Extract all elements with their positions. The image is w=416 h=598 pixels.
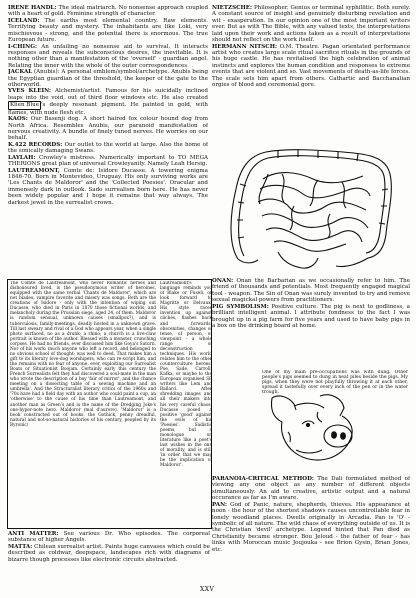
after-box-list — [8, 531, 210, 563]
entry-body: Alchemist/artist. Famous for his suicidally inclined leaps into the void, out of third floor windows etc. He also created — [8, 88, 208, 101]
pig-note-text: One of my main pre-occupations was with dung. Other people's pigs seemed to dung in neat piles beside the pigs. My pigs, when they were not playfully throwing it at each other, spread it tastefully over every inch of the pen or in the water trough. — [262, 370, 408, 396]
glossary-entry — [8, 531, 210, 544]
entry-body: (Anubis): A personal emblem/symbol/archetype. Anubis being the Egyptian guardian of the threshold, the keeper of the gate to the otherworld. — [8, 69, 208, 89]
left-entries — [8, 5, 208, 206]
entry-term: K.422 RECORDS: — [8, 141, 63, 148]
entry-body: Onan the Barbarian as we occasionally refer to him. The friend of thousands and potentials. Most frequently engaged magical tool - weapon. The Sin of Onan was surely invented to try and remove sexual magickal powers from practitioners. — [212, 278, 410, 304]
entry-body: Chilean surrealist artist. Paints huge canvases which could be described as coldwar, deepspace, landscapes rich with diagrams of bizarre though processes like electronic circuits abstracted. — [8, 543, 210, 563]
entry-term: LAYLAH: — [8, 154, 36, 161]
box-text-2: Lautreamont's language reminds you of Blake or Fuseli, or look forward to Magritte or Delvaux. His style races invention up against clichés, flashes back and forwards, obscenities, changes of tense, of person, of viewpoint - a whole range of deconstruction techniques. His world relates him to the other counterculture heroes, Poe, Sade, Carroll, Kafka, or maybe to the European organised SF writers like Lem and Ballard. After shredding images and all their makers into his very careful chaos, Ducasse posed a positive 'good' against the evils of his 'Poesies'. Sadistic poems, but a monologue on literature like a poet's last wishes in the one of morality, and is still 'in order that we may be the implication of Maldoror'. — [160, 281, 212, 469]
entry-body: Comte de: Isidore Ducasse. A towering enigma 1846-70. Born in Montevideo, Uruguay. His only surviving works are 'Les Chants de Maldoror' and the 'Collected Poesies'. Oracular and immensely dark in outlook. Sado surrealism born here. He has never been widely popular and I hope it remains that way always. The darkest jewel in the surrealist crown. — [8, 167, 208, 206]
glossary-entry — [8, 116, 208, 142]
entry-term: ICELAND: — [8, 17, 40, 24]
glossary-entry — [212, 278, 410, 304]
entry-term: ONAN: — [212, 278, 234, 284]
glossary-entry — [8, 142, 208, 155]
intestines-illustration — [218, 134, 403, 274]
entry-term: ANTI MATTER: — [8, 531, 59, 537]
page-number: XXV — [200, 586, 215, 593]
glossary-entry — [8, 168, 208, 207]
glossary-entry — [8, 88, 208, 116]
entry-term: YVES KLEIN: — [8, 88, 52, 95]
glossary-entry — [212, 304, 410, 330]
right-after-list — [212, 278, 410, 329]
entry-body: O.M. Theatre. Pagan orientated performance artist who creates large scale ritual sacrifice rituals in the grounds of his huge castle. He has revitalised the high celebration of animal instincts and explores the human condition and responses to extreme events that are violent and so. Vast movements of death-as-life forces. The scale sets him apart from others. Cathartic and Bacchanalian orgies of blood and ceremonial gore. — [212, 43, 410, 89]
glossary-entry — [8, 69, 208, 88]
entry-term: JACKAL — [8, 69, 33, 76]
right-after-figure — [212, 278, 410, 360]
glossary-entry — [212, 476, 410, 502]
entry-body: Our outlet to the world at large. Also the home of the sonically damaging Swans. — [8, 141, 208, 155]
entry-term: LAUTREAMONT, — [8, 167, 60, 174]
glossary-entry — [8, 18, 208, 44]
glossary-entry — [212, 502, 410, 553]
entry-term: MATTA: — [8, 543, 33, 550]
glossary-entry — [8, 5, 208, 18]
entry-term: IRENE HANDL: — [8, 5, 57, 11]
entry-term: NIETZSCHE: — [212, 5, 253, 11]
entry-body: Philosopher. Genius or terminal syphillitic. Both surely. A constant source of insight and genuinely disturbing revelation and wit - exasperation. In our opinion one of the most important writers ever. But as with The Bible, with any valued texts, the interpretations laid upon their work and actions taken as a result of interpretations should not reflect on the work itself. — [212, 5, 410, 44]
glossary-entry — [8, 155, 208, 168]
klein-blue-stamp: Klien Blue — [10, 102, 40, 109]
right-final-entries — [212, 476, 410, 584]
glossary-entry — [212, 5, 410, 44]
right-column — [212, 5, 410, 133]
entry-body: The ideal matriarch. No nonsense approach coupled with a heart of gold. Feminine strength of character. — [8, 5, 208, 18]
right-entries — [212, 5, 410, 88]
entry-body: The earths most elemental country. Raw elements. Terrifying beauty and mystery. The inhabitants are like Loki, very mischievous - strong, and the potential there is enormous. The true European future. — [8, 17, 208, 44]
entry-body-cont: 's deeply resonant pigment. He painted in gold, with flames, with nude flesh etc. — [8, 102, 208, 116]
entry-body: See various Dr. Who episodes. The corporeal substance of higher Angels. — [8, 531, 210, 544]
entry-body: Crowley's mistress. Numerically important to TO MEGA THERIONS great plan of universal Crowleyanity. Namely Leah Hersig. — [8, 154, 208, 168]
entry-body: Positive culture. The pig is next to godliness, a brilliant intelligent animal. I attribute fondness to the fact I was brought up in a pig farm for five years and used to have baby pigs in a box on the drinking board at home. — [212, 303, 410, 329]
box-text-1: The Comte de Lautreamont, who never Romantic heroes and dishonoured lived, is the pseudonymous writer of heroines, equipped with the same verbal 'Chants de Maldoror', which are not blades, vampire favorite and misery was songs. Both are the creations of Isidore - only with the intention of wiping out Ducasse, who died in Paris in 1870 those fictional worlds, and melancholy during the Prussian siege, aged 24, of them. Maldoror is random sensual, unknown causes (smallpox?), and is tuberculosis, family-meetings, deadly hosted in a unknown grave. Till last sweary and rival of a God who appears year, when a single photo surfaced, no as a drunk; a rhino; a church is a live-claw portrait is known of the author. Blessed with a monster, crunching corpses. He had no friends, ever discussed him like Goya's Saturn. Nor of his work: much anyone who left a record, and belonged to no obvious school of thought; was well to deed. That makes him a gift to its literary love-dog worshipers, who can re-script him, and the remains with no fear of anyone, ever, exploiting our Surrealist Boats or Situationist Boojam. Certainly early this century the French Surrealists felt they had discovered a soul-mate in the man who wrote the description of a boy 'fair of mirror', and the chance meeting on a dissecting table of a sewing machine and an umbrella'. And the Structuralist literary critics of the 1960s and '70s have had a field day with an author who could paint a cup, an 'otherwise' to the cause of his time than Lautreamont, and another man as Green's and is the name of the Dredging Joke's one-hyper-note hero. Maldoror (mal d'aurore). 'Maldoror' is a book constructed out of books, the Gothick, penny dreadful, natural and not-so-natural histories of his century, peopled by its Byronic/ — [10, 281, 156, 428]
box-column-2 — [160, 281, 212, 527]
entry-body: Our Basenji dog. A short haired fox colour hound dog from North Africa. Resembles Anubis, our paranoid manifestation of nervous creativity. A bundle of finely tuned nerves. He worries on our behalf. — [8, 116, 208, 142]
right-final-list — [212, 476, 410, 553]
entry-term: PAN: — [212, 501, 227, 508]
entry-term: PIG SYMBOLISM: — [212, 303, 269, 310]
left-column — [8, 5, 208, 278]
after-box-entries — [8, 531, 210, 585]
entry-term: I-CHING: — [8, 43, 38, 50]
entry-term: KAOS: — [8, 116, 28, 123]
glossary-entry — [212, 44, 410, 89]
entry-term: HERMANN NITSCH: — [212, 43, 277, 50]
glossary-entry — [8, 544, 210, 563]
glossary-entry — [8, 44, 208, 70]
entry-term: PARANOIA-CRITICAL METHOD: — [212, 476, 314, 482]
entry-body: God of Panic, nature, shepherds, thieves. His appearance at noon - the hour of the shortest shadows causes uncontrollable fear in lonely woodland places. Dwells originally in Arcadia. Pan is 'O' - symbolic of all nature. The wild chaos of everything outside of us. It is the Christian 'devil' archetype. Legend hinted that Pan died as Christianity became stronger. Bou Jeloud - the father of fear - has links with Moroccan music Joujouka - see Brion Gysin, Brian Jones, etc. — [212, 501, 410, 553]
box-column-1 — [10, 281, 156, 527]
entry-body: An unfailing no nonsense aid to survival. It interacts responses and reveals the subconscious desires, the inevitable. It is nothing other than a manifestation of the 'overself' - guardian angel. Relating the inner with the whole of the outer correspondences. — [8, 43, 208, 69]
pig-head-illustration — [258, 388, 368, 476]
entry-body: The Dali formulated method of viewing any one object as any number of different objects simultaneously. An aid to creative, artistic output and a natural occurance as far as I'm aware. — [212, 476, 410, 502]
